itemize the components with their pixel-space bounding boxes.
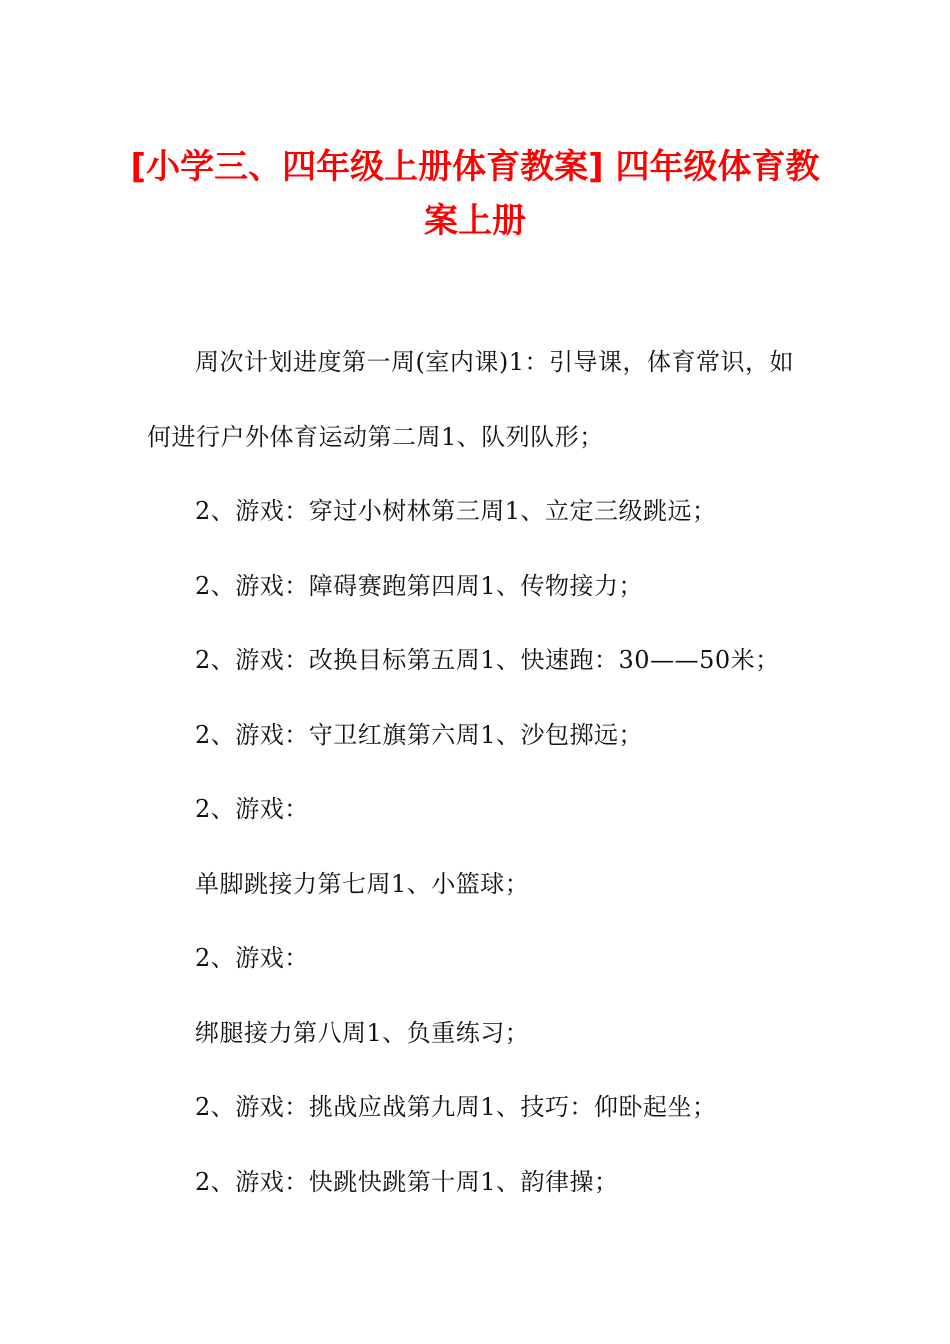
- paragraph: 2、游戏：穿过小树林第三周1、立定三级跳远；: [195, 497, 717, 525]
- paragraph: 周次计划进度第一周(室内课)1：引导课，体育常识，如何进行户外体育运动第二周1、队列队形；: [147, 348, 794, 451]
- document-body: [147, 325, 807, 1219]
- paragraph: 2、游戏：改换目标第五周1、快速跑：30——50米；: [195, 646, 780, 674]
- paragraph: 2、游戏：守卫红旗第六周1、沙包掷远；: [195, 720, 644, 749]
- paragraph: 2、游戏：挑战应战第九周1、技巧：仰卧起坐；: [195, 1093, 717, 1121]
- paragraph: 绑腿接力第八周1、负重练习；: [195, 1018, 530, 1047]
- document-title: [小学三、四年级上册体育教案] 四年级体育教案上册: [130, 147, 820, 241]
- paragraph: 2、游戏：快跳快跳第十周1、韵律操；: [195, 1167, 619, 1196]
- paragraph: 2、游戏：障碍赛跑第四周1、传物接力；: [195, 571, 644, 600]
- paragraph: 单脚跳接力第七周1、小篮球；: [195, 869, 530, 898]
- paragraph: 2、游戏：: [195, 795, 309, 823]
- paragraph: 2、游戏：: [195, 944, 309, 972]
